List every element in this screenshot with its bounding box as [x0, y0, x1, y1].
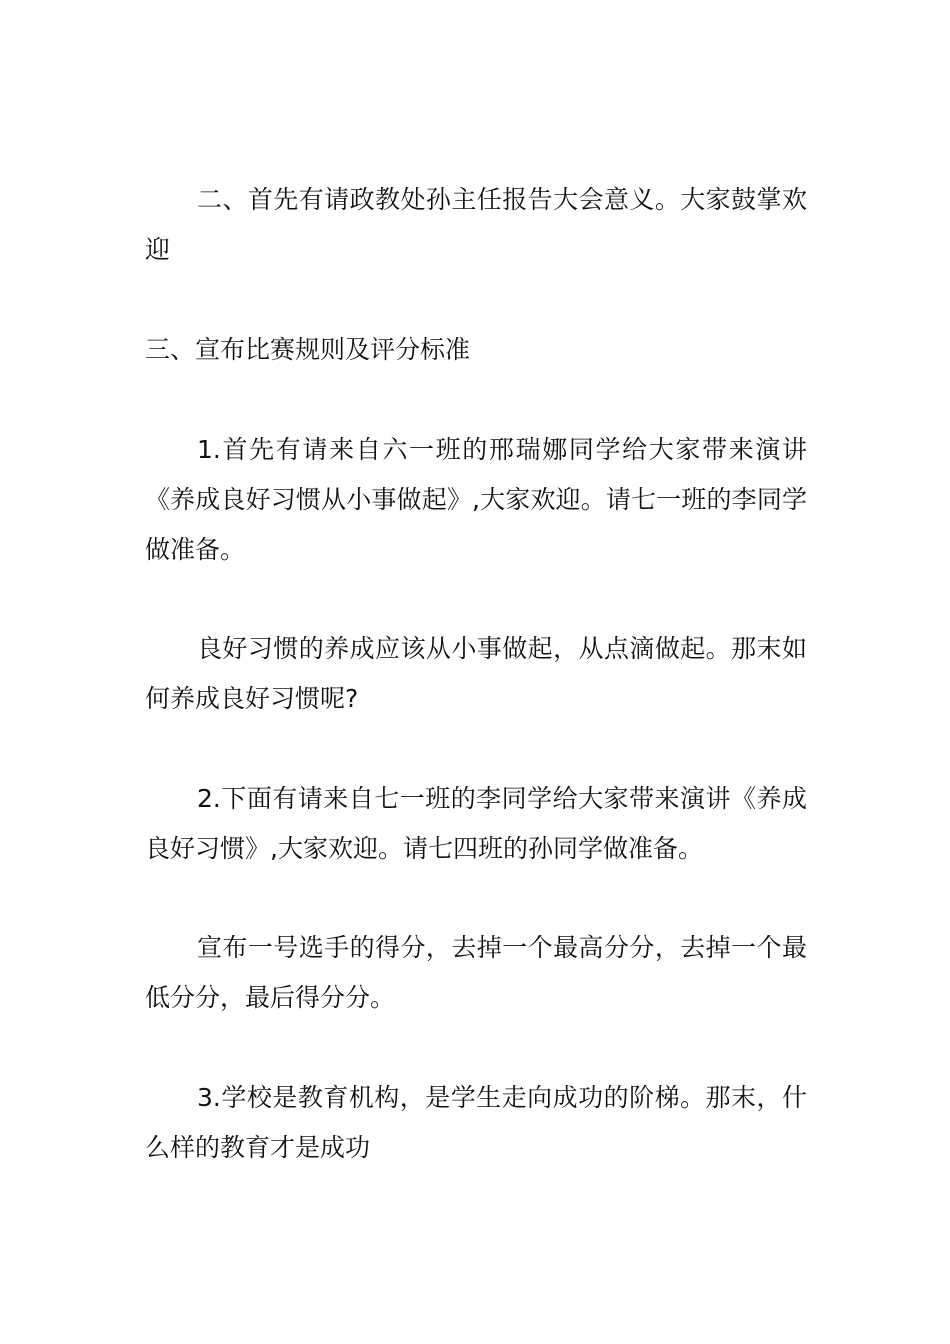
paragraph-opening-report: 二、首先有请政教处孙主任报告大会意义。大家鼓掌欢迎 [145, 185, 807, 264]
paragraph-rules-heading: 三、宣布比赛规则及评分标准 [145, 335, 471, 364]
paragraph-speaker-2: 2.下面有请来自七一班的李同学给大家带来演讲《养成良好习惯》,大家欢迎。请七四班的孙同学做准备。 [145, 784, 807, 863]
paragraph-habits-intro: 良好习惯的养成应该从小事做起，从点滴做起。那末如何养成良好习惯呢? [145, 634, 807, 713]
paragraph-score-announcement: 宣布一号选手的得分，去掉一个最高分分，去掉一个最低分分，最后得分分。 [145, 933, 807, 1012]
paragraph-speaker-1: 1.首先有请来自六一班的邢瑞娜同学给大家带来演讲《养成良好习惯从小事做起》,大家欢迎。请七一班的李同学做准备。 [145, 435, 807, 564]
paragraph-speaker-3: 3.学校是教育机构，是学生走向成功的阶梯。那末，什么样的教育才是成功 [145, 1083, 807, 1162]
